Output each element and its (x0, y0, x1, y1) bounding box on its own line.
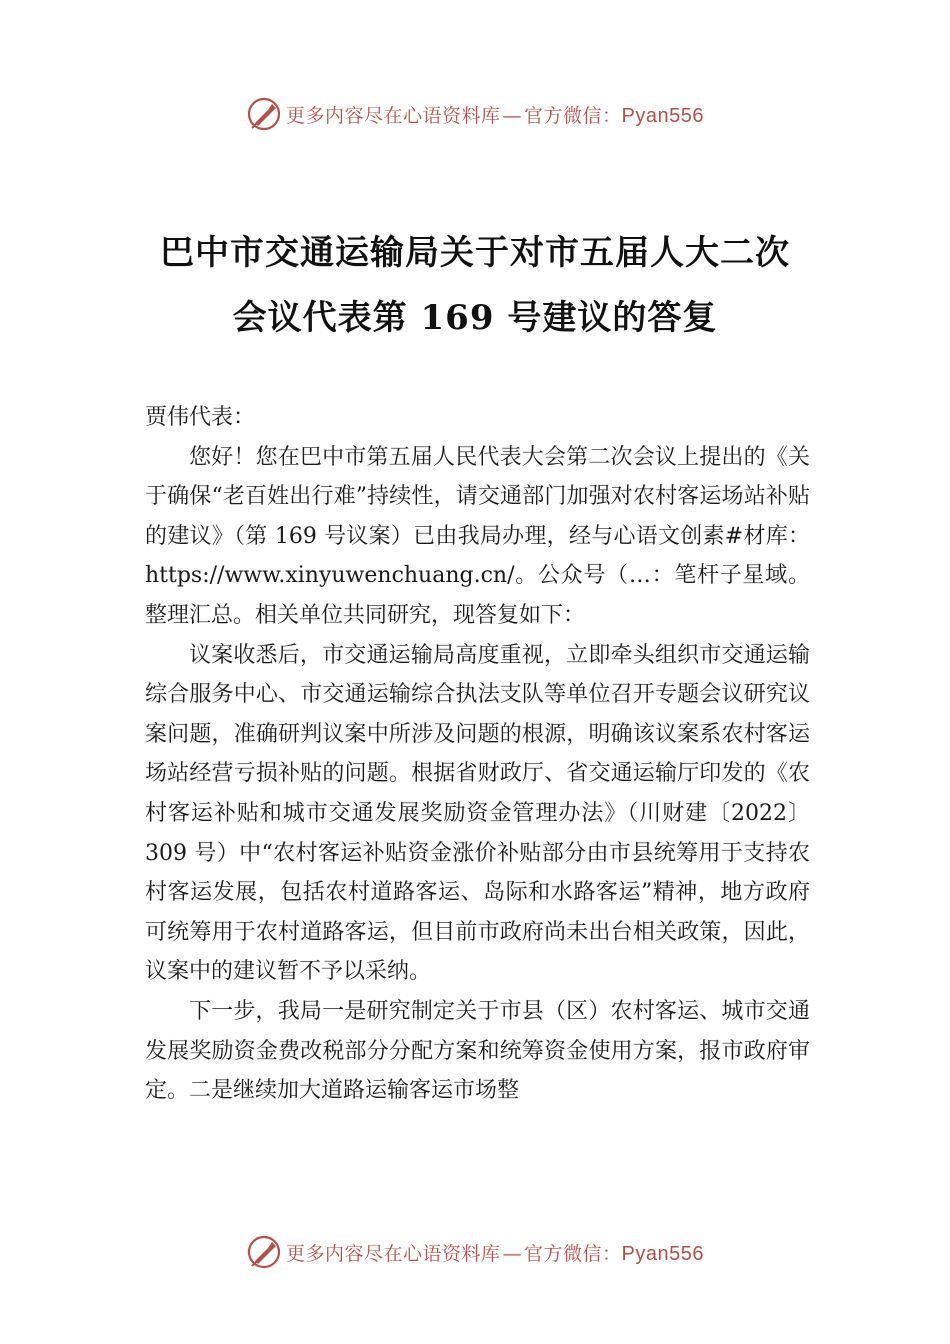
fountain-pen-logo-icon (246, 1234, 282, 1270)
document-title-line-2: 会议代表第 169 号建议的答复 (232, 298, 718, 338)
document-body (145, 398, 810, 1111)
header-watermark-text (286, 101, 704, 128)
watermark-wechat-label: 官方微信： (524, 104, 622, 127)
footer-watermark-text (286, 1239, 704, 1266)
watermark-wechat-id: Pyan556 (621, 1242, 704, 1265)
paragraph-1: 您好！您在巴中市第五届人民代表大会第二次会议上提出的《关于确保“老百姓出行难”持续性，请交通部门加强对农村客运场站补贴的建议》（第 169 号议案）已由我局办理，经与心语文创素#材库：https://www.xinyuwenchuang.cn/。公众号（…：笔杆子星域。整理汇总。相关单位共同研究，现答复如下： (145, 444, 810, 628)
watermark-main-text: 更多内容尽在心语资料库 (286, 104, 501, 127)
watermark-wechat-id: Pyan556 (621, 104, 704, 127)
salutation: 贾伟代表： (145, 405, 256, 430)
footer-watermark-banner (0, 1232, 950, 1272)
header-watermark-banner (0, 94, 950, 134)
paragraph-3: 下一步，我局一是研究制定关于市县（区）农村客运、城市交通发展奖励资金费改税部分分配方案和统筹资金使用方案，报市政府审定。二是继续加大道路运输客运市场整 (145, 998, 810, 1104)
watermark-wechat-label: 官方微信： (524, 1242, 622, 1265)
watermark-separator: — (502, 1242, 523, 1265)
paragraph-2: 议案收悉后，市交通运输局高度重视，立即牵头组织市交通运输综合服务中心、市交通运输综合执法支队等单位召开专题会议研究议案问题，准确研判议案中所涉及问题的根源，明确该议案系农村客运场站经营亏损补贴的问题。根据省财政厅、省交通运输厅印发的《农村客运补贴和城市交通发展奖励资金管理办法》（川财建〔2022〕309 号）中“农村客运补贴资金涨价补贴部分由市县统筹用于支持农村客运发展，包括农村道路客运、岛际和水路客运”精神，地方政府可统筹用于农村道路客运，但目前市政府尚未出台相关政策，因此，议案中的建议暂不予以采纳。 (145, 642, 810, 985)
watermark-separator: — (502, 104, 523, 127)
watermark-main-text: 更多内容尽在心语资料库 (286, 1242, 501, 1265)
document-title-line-1: 巴中市交通运输局关于对市五届人大二次 (160, 233, 790, 273)
fountain-pen-logo-icon (246, 96, 282, 132)
